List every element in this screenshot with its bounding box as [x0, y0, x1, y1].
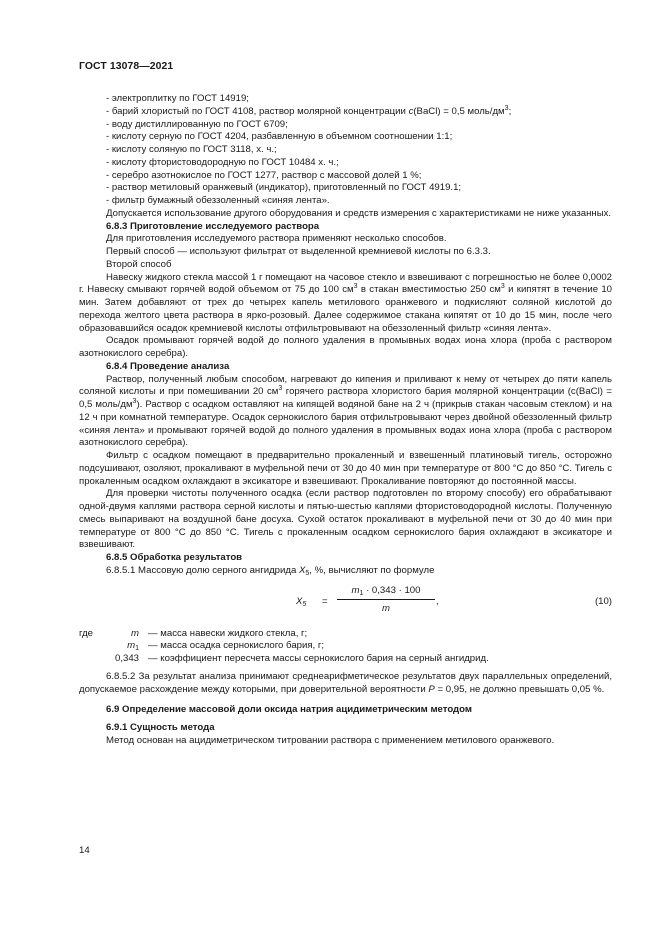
paragraph: Осадок промывают горячей водой до полного удаления в промывных водах иона хлора (проба с раствором азотнокислого серебра). — [79, 335, 612, 359]
allowed-paragraph: Допускается использование другого оборудования и средств измерения с характеристиками не ниже указанных. — [106, 207, 612, 219]
paragraph: Раствор, полученный любым способом, нагревают до кипения и приливают к нему от четырех до пяти капель соляной кислоты и при помешивании 20 $см^3$ горячего раствора хлористого бария молярной концентрации (c(BaCl) = 0,5 моль/$дм^3$). Раствор с осадком оставляют на кипящей водяной бане на 2 ч (прикрыв стакан часовым стеклом) и на 12 ч при комнатной температуре. Осадок сернокислого бария отфильтровывают через двойной обеззоленный фильтр «синяя лента» и промывают горячей водой до полного удаления в промывных водах иона хлора (проба с раствором азотнокислого серебра). — [79, 373, 612, 449]
fraction-bar — [337, 599, 435, 600]
list-item: - раствор метиловый оранжевый (индикатор), приготовленный по ГОСТ 4919.1; — [106, 182, 462, 194]
paragraph: Навеску жидкого стекла массой 1 г помещают на часовое стекло и взвешивают с погрешностью не более 0,0002 г. Навеску смывают горячей водой объемом от 75 до 100 $см^3$ в стакан вместимостью 250 $см^3$ и кипятят в течение 10 мин. Затем добавляют от трех до четырех капель метилового оранжевого и подкисляют соляной кислотой до перехода желтого цвета раствора в ярко-розовый. Далее содержимое стакана кипятят от 10 до 15 мин, после чего образовавшийся осадок кремниевой кислоты отфильтровывают на обеззоленный фильтр «синяя лента». — [79, 271, 613, 334]
section-heading-6-8-3: 6.8.3 Приготовление исследуемого раствора — [106, 220, 320, 232]
legend-row — [79, 628, 612, 641]
formula-comma: , — [436, 595, 439, 607]
formula-number: (10) — [594, 595, 612, 607]
section-heading-6-9: 6.9 Определение массовой доли оксида натрия ацидиметрическим методом — [106, 704, 472, 716]
formula-denominator: m — [382, 602, 390, 614]
list-item: - воду дистиллированную по ГОСТ 6709; — [106, 118, 288, 130]
legend-text: — масса навески жидкого стекла, г; — [148, 627, 308, 639]
section-heading-6-9-1: 6.9.1 Сущность метода — [106, 722, 215, 733]
paragraph: Второй способ — [106, 258, 172, 270]
list-item: - электроплитку по ГОСТ 14919; — [106, 93, 249, 104]
formula-lhs: $X_5$ — [296, 595, 307, 608]
legend-symbol: $m_1$ — [127, 640, 139, 653]
list-item: - фильтр бумажный обеззоленный «синяя лента». — [106, 195, 330, 206]
list-item: - кислоту фтористоводородную по ГОСТ 10484 х. ч.; — [106, 156, 339, 168]
legend-symbol: 0,343 — [114, 653, 139, 664]
list-item-text: - барий хлористый по ГОСТ 4108, раствор молярной концентрации c(BaCl) = 0,5 моль/$дм^3$; — [106, 104, 512, 117]
page-number: 14 — [79, 845, 90, 856]
list-item: - серебро азотнокислое по ГОСТ 1277, раствор с массовой долей 1 %; — [106, 169, 422, 181]
section-heading-6-8-5: 6.8.5 Обработка результатов — [106, 552, 243, 563]
formula-equals: = — [322, 595, 328, 607]
legend-row — [79, 640, 612, 653]
legend-symbol: m — [131, 627, 139, 639]
paragraph: Фильтр с осадком помещают в предварительно прокаленный и взвешенный платиновый тигель, осторожно подсушивают, озоляют, прокаливают в муфельной печи от 30 до 40 мин при температуре от 800 °С до 850 °С. Тигель с прокаленным осадком охлаждают в эксикаторе и взвешивают. Прокаливание повторяют до постоянной массы. — [79, 450, 612, 487]
paragraph: Первый способ — используют фильтрат от выделенной кремниевой кислоты по 6.3.3. — [106, 246, 491, 257]
legend-text: — масса осадка сернокислого бария, г; — [148, 640, 325, 652]
legend-text: — коэффициент пересчета массы сернокислого бария на серный ангидрид. — [148, 653, 489, 664]
paragraph: 6.8.5.2 За результат анализа принимают среднеарифметическое результатов двух параллельных определений, допускаемое расхождение между которыми, при доверительной вероятности P = 0,95, не должно превышать 0,05 %. — [79, 670, 612, 695]
list-item: - кислоту серную по ГОСТ 4204, разбавленную в объемном соотношении 1:1; — [106, 131, 453, 143]
legend-row — [79, 653, 612, 666]
section-heading-6-8-4: 6.8.4 Проведение анализа — [106, 360, 230, 372]
paragraph: Метод основан на ацидиметрическом титровании раствора с применением метилового оранжевого. — [106, 734, 555, 746]
legend-lead: где — [79, 627, 94, 639]
document-header: ГОСТ 13078—2021 — [79, 61, 174, 72]
paragraph: Для проверки чистоты полученного осадка (если раствор подготовлен по второму способу) его обрабатывают одной-двумя каплями раствора серной кислоты и пятью-шестью каплями фтористоводородной кислоты. Полученную смесь выпаривают на воздушной бане досуха. Сухой остаток прокаливают в муфельной печи от 30 до 40 мин при температуре от 800 °С до 850 °С. Тигель с прокаленным осадком сернокислого бария охлаждают в эксикаторе и взвешивают. — [79, 488, 612, 551]
list-item: - кислоту соляную по ГОСТ 3118, х. ч.; — [106, 144, 277, 155]
paragraph: Для приготовления исследуемого раствора применяют несколько способов. — [106, 233, 447, 245]
paragraph: 6.8.5.1 Массовую долю серного ангидрида $X_5$, %, вычисляют по формуле — [106, 564, 435, 577]
list-item — [79, 106, 612, 119]
formula-10 — [79, 582, 612, 622]
page-content — [79, 93, 612, 748]
formula-numerator: $m_1 \cdot 0,343 \cdot 100$ — [351, 584, 421, 597]
